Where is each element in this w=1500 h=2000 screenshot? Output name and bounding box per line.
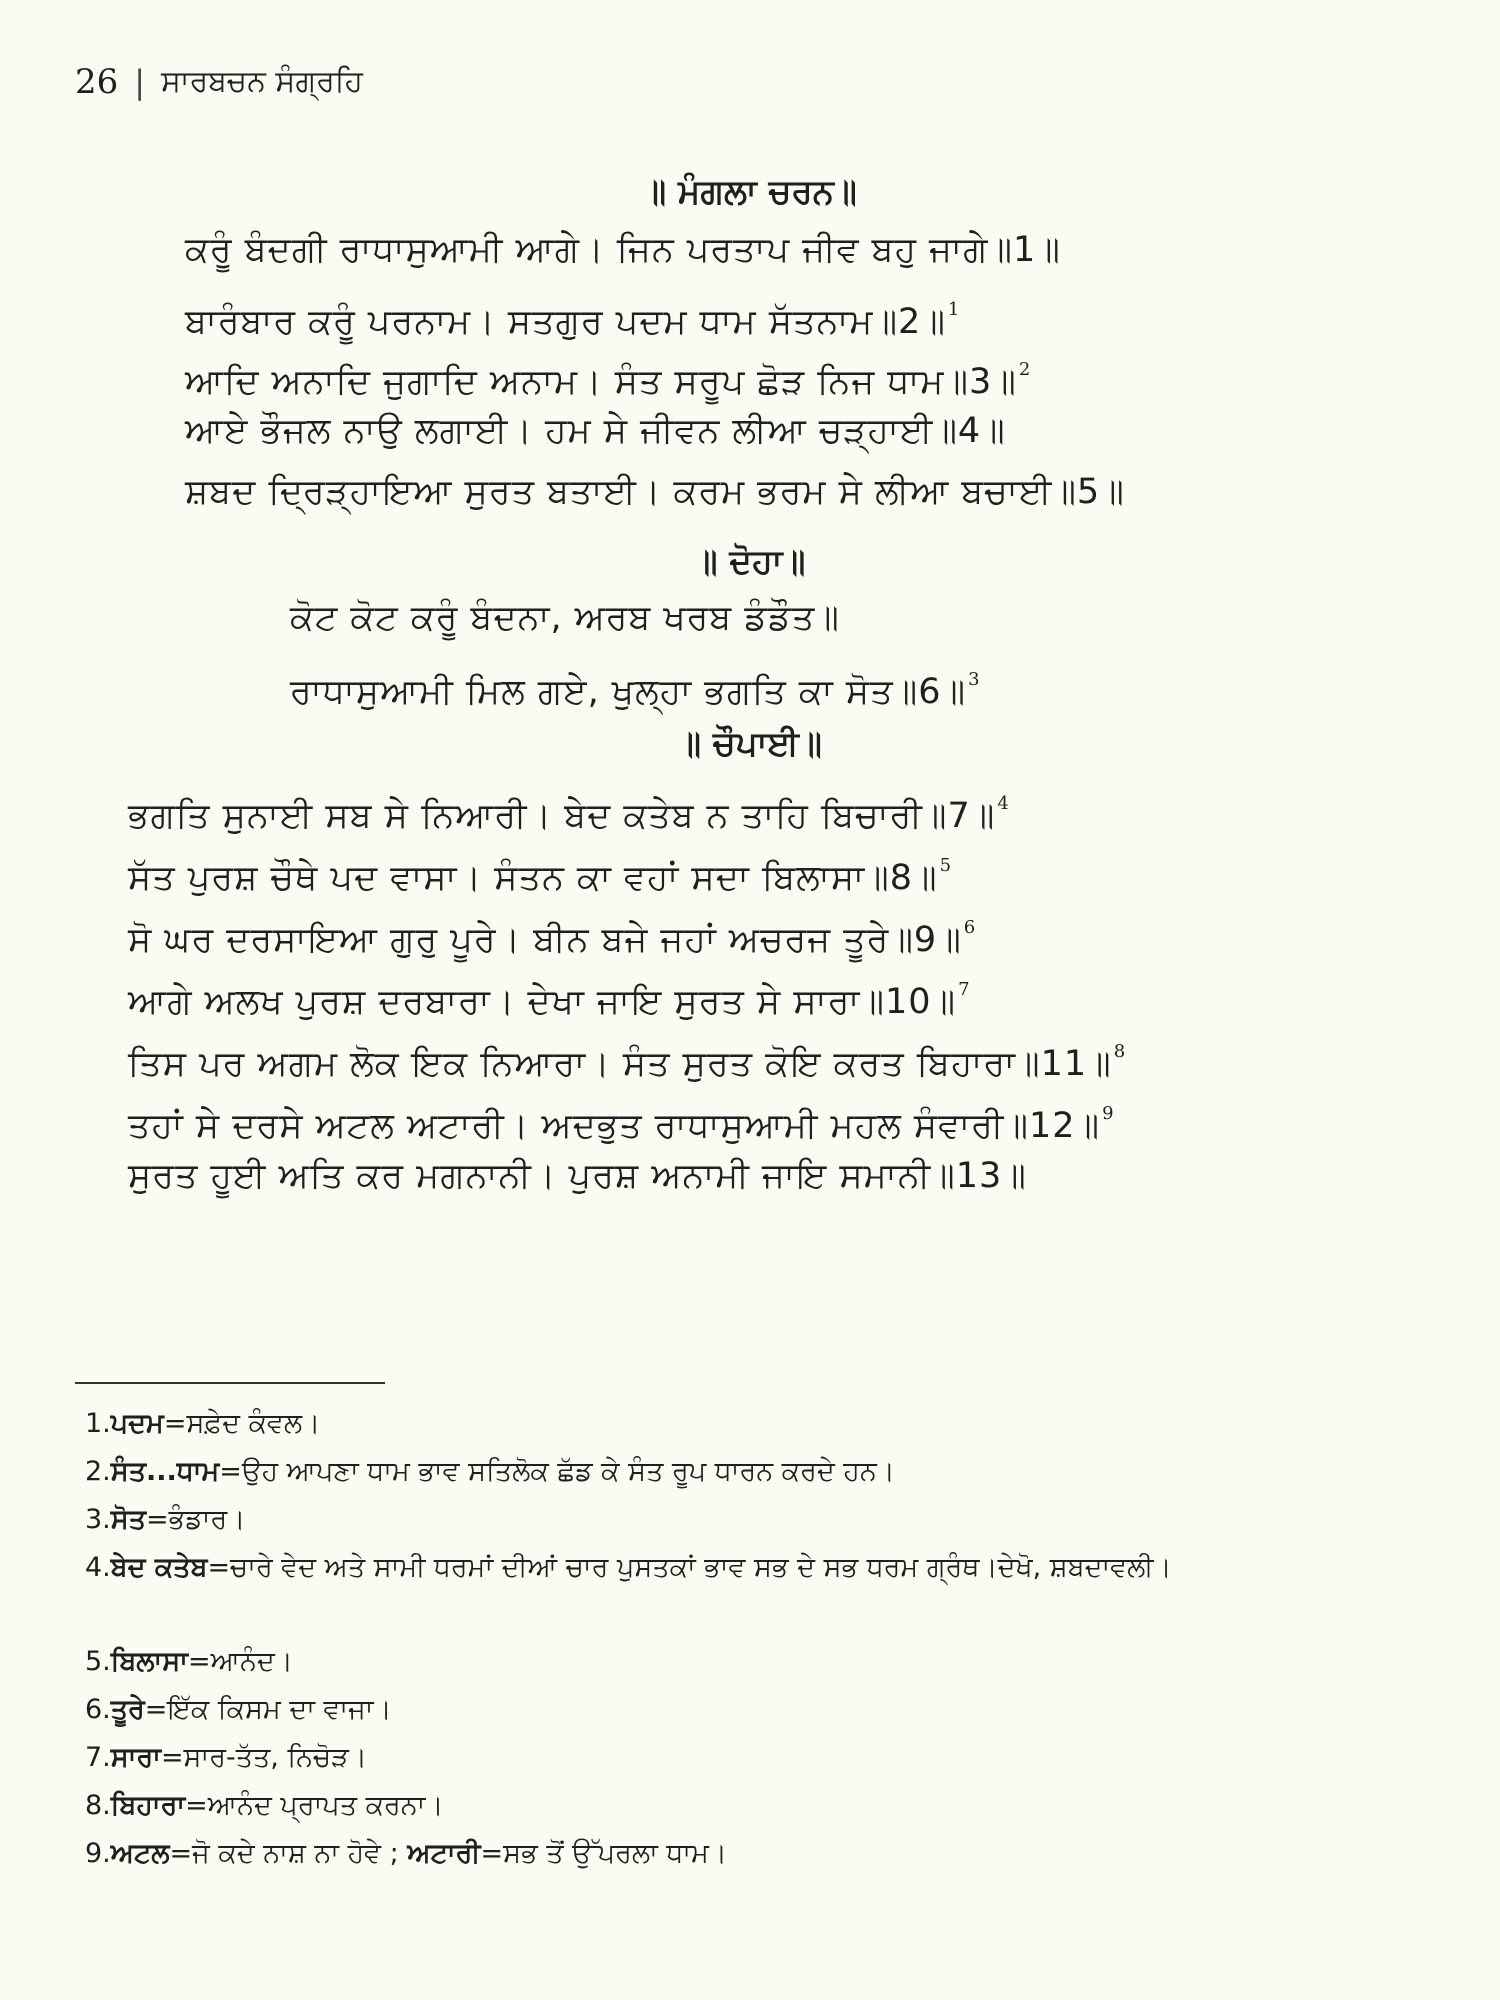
verse-line: ਆਦਿ ਅਨਾਦਿ ਜੁਗਾਦਿ ਅਨਾਮ। ਸੰਤ ਸਰੂਪ ਛੋੜ ਨਿਜ ਧਾਮ॥3॥ $^2$: [185, 359, 1032, 402]
running-header: [75, 62, 363, 102]
heading-mangla-charan: ॥ ਮੰਗਲਾ ਚਰਨ॥: [643, 172, 857, 212]
footnote-ref: 4: [997, 793, 1010, 814]
footnote: 9.ਅਟਲ=ਜੋ ਕਦੇ ਨਾਸ਼ ਨਾ ਹੋਵੇ ; ਅਟਾਰੀ=ਸਭ ਤੋਂ ਉੱਪਰਲਾ ਧਾਮ।: [85, 1838, 728, 1869]
footnote-ref: 6: [963, 917, 977, 938]
verse-line: ਭਗਤਿ ਸੁਨਾਈ ਸਬ ਸੇ ਨਿਆਰੀ। ਬੇਦ ਕਤੇਬ ਨ ਤਾਹਿ ਬਿਚਾਰੀ॥7॥ $^4$: [128, 793, 1010, 836]
footnote-ref: 2: [1018, 359, 1032, 380]
verse-line: ਕਰੂੰ ਬੰਦਗੀ ਰਾਧਾਸੁਆਮੀ ਆਗੇ। ਜਿਨ ਪਰਤਾਪ ਜੀਵ ਬਹੁ ਜਾਗੇ॥1॥: [185, 230, 1061, 270]
header-separator: |: [134, 63, 146, 101]
book-title: ਸਾਰਬਚਨ ਸੰਗ੍ਰਹਿ: [161, 64, 363, 99]
page-number: 26: [75, 62, 119, 102]
verse-line: ਸੱਤ ਪੁਰਸ਼ ਚੌਥੇ ਪਦ ਵਾਸਾ। ਸੰਤਨ ਕਾ ਵਹਾਂ ਸਦਾ ਬਿਲਾਸਾ॥8॥ $^5$: [128, 855, 953, 898]
verse-line: ਬਾਰੰਬਾਰ ਕਰੂੰ ਪਰਨਾਮ। ਸਤਗੁਰ ਪਦਮ ਧਾਮ ਸੱਤਨਾਮ॥2॥ $^1$: [185, 299, 961, 342]
footnote-ref: 7: [958, 979, 971, 1000]
heading-doha: ॥ ਦੋਹਾ॥: [694, 542, 806, 582]
footnote: 7.ਸਾਰਾ=ਸਾਰ-ਤੱਤ, ਨਿਚੋੜ।: [85, 1742, 368, 1773]
verse-line: ਸੁਰਤ ਹੂਈ ਅਤਿ ਕਰ ਮਗਨਾਨੀ। ਪੁਰਸ਼ ਅਨਾਮੀ ਜਾਇ ਸਮਾਨੀ॥13॥: [128, 1156, 1027, 1196]
footnote: 3.ਸੋਤ=ਭੰਡਾਰ।: [85, 1504, 246, 1535]
verse-line: ਸੋ ਘਰ ਦਰਸਾਇਆ ਗੁਰੁ ਪੂਰੇ। ਬੀਨ ਬਜੇ ਜਹਾਂ ਅਚਰਜ ਤੂਰੇ॥9॥ $^6$: [128, 917, 977, 960]
footnote-divider: [75, 1382, 385, 1384]
verse-line: ਆਏ ਭੌਜਲ ਨਾਉ ਲਗਾਈ। ਹਮ ਸੇ ਜੀਵਨ ਲੀਆ ਚੜ੍ਹਾਈ॥4॥: [185, 411, 1006, 451]
verse-line: ਤਿਸ ਪਰ ਅਗਮ ਲੋਕ ਇਕ ਨਿਆਰਾ। ਸੰਤ ਸੁਰਤ ਕੋਇ ਕਰਤ ਬਿਹਾਰਾ॥11॥ $^8$: [128, 1041, 1127, 1084]
footnote-ref: 9: [1102, 1103, 1115, 1124]
footnote-ref: 1: [947, 299, 961, 320]
verse-line: ਆਗੇ ਅਲਖ ਪੁਰਸ਼ ਦਰਬਾਰਾ। ਦੇਖਾ ਜਾਇ ਸੁਰਤ ਸੇ ਸਾਰਾ॥10॥ $^7$: [128, 979, 971, 1022]
heading-chaupai: ॥ ਚੌਪਾਈ॥: [678, 724, 822, 764]
verse-line: ਕੋਟ ਕੋਟ ਕਰੂੰ ਬੰਦਨਾ, ਅਰਬ ਖਰਬ ਡੰਡੌਤ॥: [290, 598, 840, 638]
footnote: 4.ਬੇਦ ਕਤੇਬ=ਚਾਰੇ ਵੇਦ ਅਤੇ ਸਾਮੀ ਧਰਮਾਂ ਦੀਆਂ ਚਾਰ ਪੁਸਤਕਾਂ ਭਾਵ ਸਭ ਦੇ ਸਭ ਧਰਮ ਗ੍ਰੰਥ।ਦੇਖੋ, ਸ਼ਬਦਾਵਲੀ।: [85, 1552, 1172, 1583]
verse-line: ਤਹਾਂ ਸੇ ਦਰਸੇ ਅਟਲ ਅਟਾਰੀ। ਅਦਭੁਤ ਰਾਧਾਸੁਆਮੀ ਮਹਲ ਸੰਵਾਰੀ॥12॥ $^9$: [128, 1103, 1115, 1146]
footnote-ref: 5: [939, 855, 953, 876]
verse-line: ਸ਼ਬਦ ਦ੍ਰਿੜ੍ਹਾਇਆ ਸੁਰਤ ਬਤਾਈ। ਕਰਮ ਭਰਮ ਸੇ ਲੀਆ ਬਚਾਈ॥5॥: [185, 472, 1125, 512]
footnote: 5.ਬਿਲਾਸਾ=ਆਨੰਦ।: [85, 1646, 293, 1677]
footnote: 2.ਸੰਤ...ਧਾਮ=ਉਹ ਆਪਣਾ ਧਾਮ ਭਾਵ ਸਤਿਲੋਕ ਛੱਡ ਕੇ ਸੰਤ ਰੂਪ ਧਾਰਨ ਕਰਦੇ ਹਨ।: [85, 1456, 895, 1487]
footnote: 8.ਬਿਹਾਰਾ=ਆਨੰਦ ਪ੍ਰਾਪਤ ਕਰਨਾ।: [85, 1790, 444, 1821]
footnote-ref: 3: [968, 669, 981, 690]
verse-line: ਰਾਧਾਸੁਆਮੀ ਮਿਲ ਗਏ, ਖੁਲ੍ਹਾ ਭਗਤਿ ਕਾ ਸੋਤ॥6॥ $^3$: [290, 669, 981, 712]
footnote: 1.ਪਦਮ=ਸਫ਼ੇਦ ਕੰਵਲ।: [85, 1408, 321, 1439]
footnote: 6.ਤੂਰੇ=ਇੱਕ ਕਿਸਮ ਦਾ ਵਾਜਾ।: [85, 1694, 392, 1725]
footnote-ref: 8: [1113, 1041, 1127, 1062]
